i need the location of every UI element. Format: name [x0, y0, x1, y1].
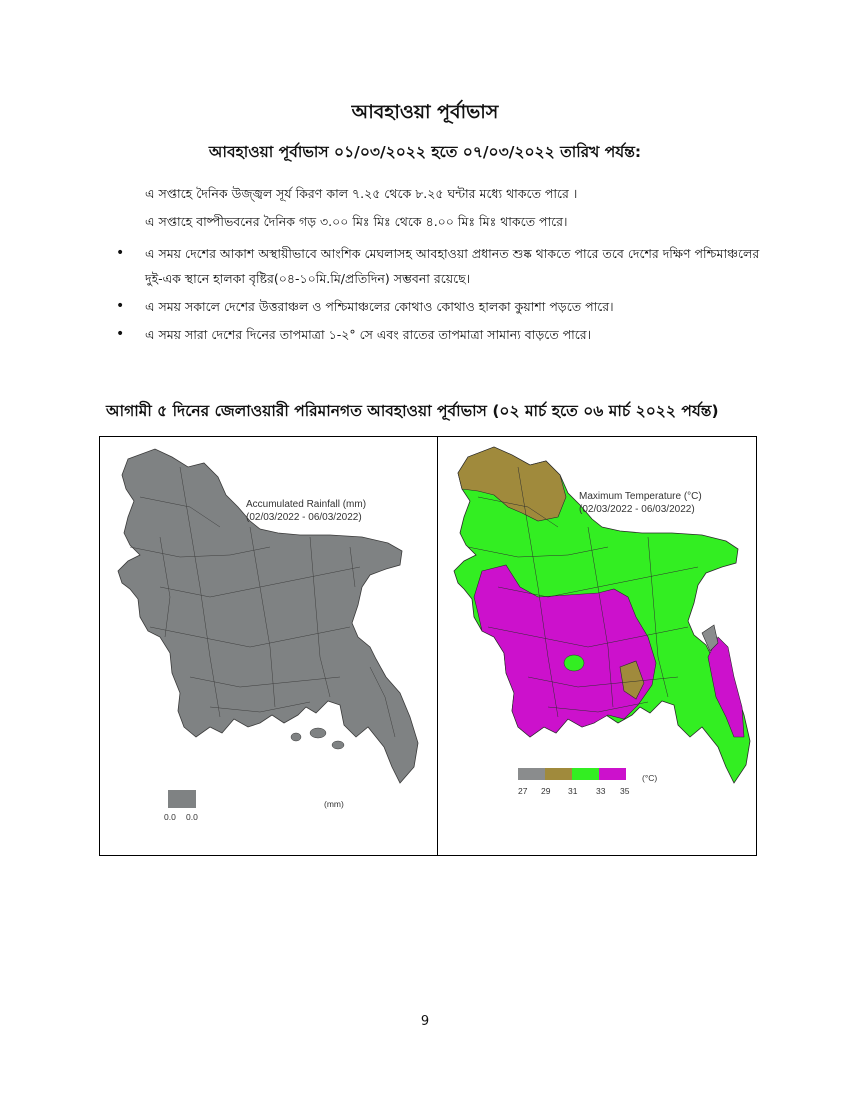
bullet-1-line-2: দুই-এক স্থানে হালকা বৃষ্টির(০৪-১০মি.মি/প্রতিদিন) সম্ভবনা রয়েছে। [145, 271, 471, 286]
temperature-legend [518, 768, 657, 796]
evaporation-paragraph: এ সপ্তাহে বাষ্পীভবনের দৈনিক গড় ৩.০০ মিঃ মিঃ থেকে ৪.০০ মিঃ মিঃ থাকতে পারে। [145, 214, 568, 229]
district-forecast-heading: আগামী ৫ দিনের জেলাওয়ারী পরিমানগত আবহাওয়া পূর্বাভাস (০২ মার্চ হতে ০৬ মার্চ ২০২২ পর্যন্ত) [106, 402, 719, 420]
page-number: 9 [420, 1014, 430, 1029]
temperature-caption-line-1: Maximum Temperature (°C) [579, 491, 702, 502]
legend-tick: 33 [596, 786, 606, 796]
rainfall-map [100, 437, 436, 855]
legend-tick: 29 [541, 786, 551, 796]
bullet-3-text: এ সময় সারা দেশের দিনের তাপমাত্রা ১-২° সে এবং রাতের তাপমাত্রা সামান্য বাড়তে পারে। [145, 327, 592, 342]
rainfall-caption-line-1: Accumulated Rainfall (mm) [246, 499, 367, 510]
legend-tick: 31 [568, 786, 578, 796]
legend-tick: 35 [620, 786, 630, 796]
page-title: আবহাওয়া পূর্বাভাস [351, 101, 499, 123]
rainfall-legend-swatch [168, 790, 196, 808]
bullet-marker: • [116, 298, 125, 314]
coastal-islands [291, 728, 344, 749]
rainfall-unit-label: (mm) [324, 799, 344, 809]
forecast-subtitle: আবহাওয়া পূর্বাভাস ০১/০৩/২০২২ হতে ০৭/০৩/২০২২ তারিখ পর্যন্ত: [208, 143, 642, 161]
temperature-caption-line-2: (02/03/2022 - 06/03/2022) [579, 504, 695, 515]
temperature-map [438, 437, 756, 855]
bullet-1-line-1: এ সময় দেশের আকাশ অস্থায়ীভাবে আংশিক মেঘলাসহ আবহাওয়া প্রধানত শুষ্ক থাকতে পারে তবে দেশের দক্ষিণ পশ্চিমাঞ্চলের [145, 246, 760, 261]
temperature-zone-dhaka [564, 655, 584, 671]
temperature-unit-label: (°C) [642, 773, 658, 783]
legend-swatch-27-29 [518, 768, 545, 780]
legend-swatch-31-33 [572, 768, 599, 780]
rainfall-legend-value-1: 0.0 [164, 812, 176, 822]
bullet-marker: • [116, 326, 125, 342]
rainfall-legend-value-2: 0.0 [186, 812, 198, 822]
legend-swatch-33-35 [599, 768, 626, 780]
bullet-marker: • [116, 245, 125, 261]
rainfall-caption-line-2: (02/03/2022 - 06/03/2022) [246, 512, 362, 523]
sunshine-paragraph: এ সপ্তাহে দৈনিক উজ্জ্বল সূর্য কিরণ কাল ৭.২৫ থেকে ৮.২৫ ঘন্টার মধ্যে থাকতে পারে । [145, 186, 578, 201]
bullet-2-text: এ সময় সকালে দেশের উত্তরাঞ্চল ও পশ্চিমাঞ্চলের কোথাও কোথাও হালকা কুয়াশা পড়তে পারে। [145, 299, 614, 314]
legend-swatch-29-31 [545, 768, 572, 780]
legend-tick: 27 [518, 786, 528, 796]
